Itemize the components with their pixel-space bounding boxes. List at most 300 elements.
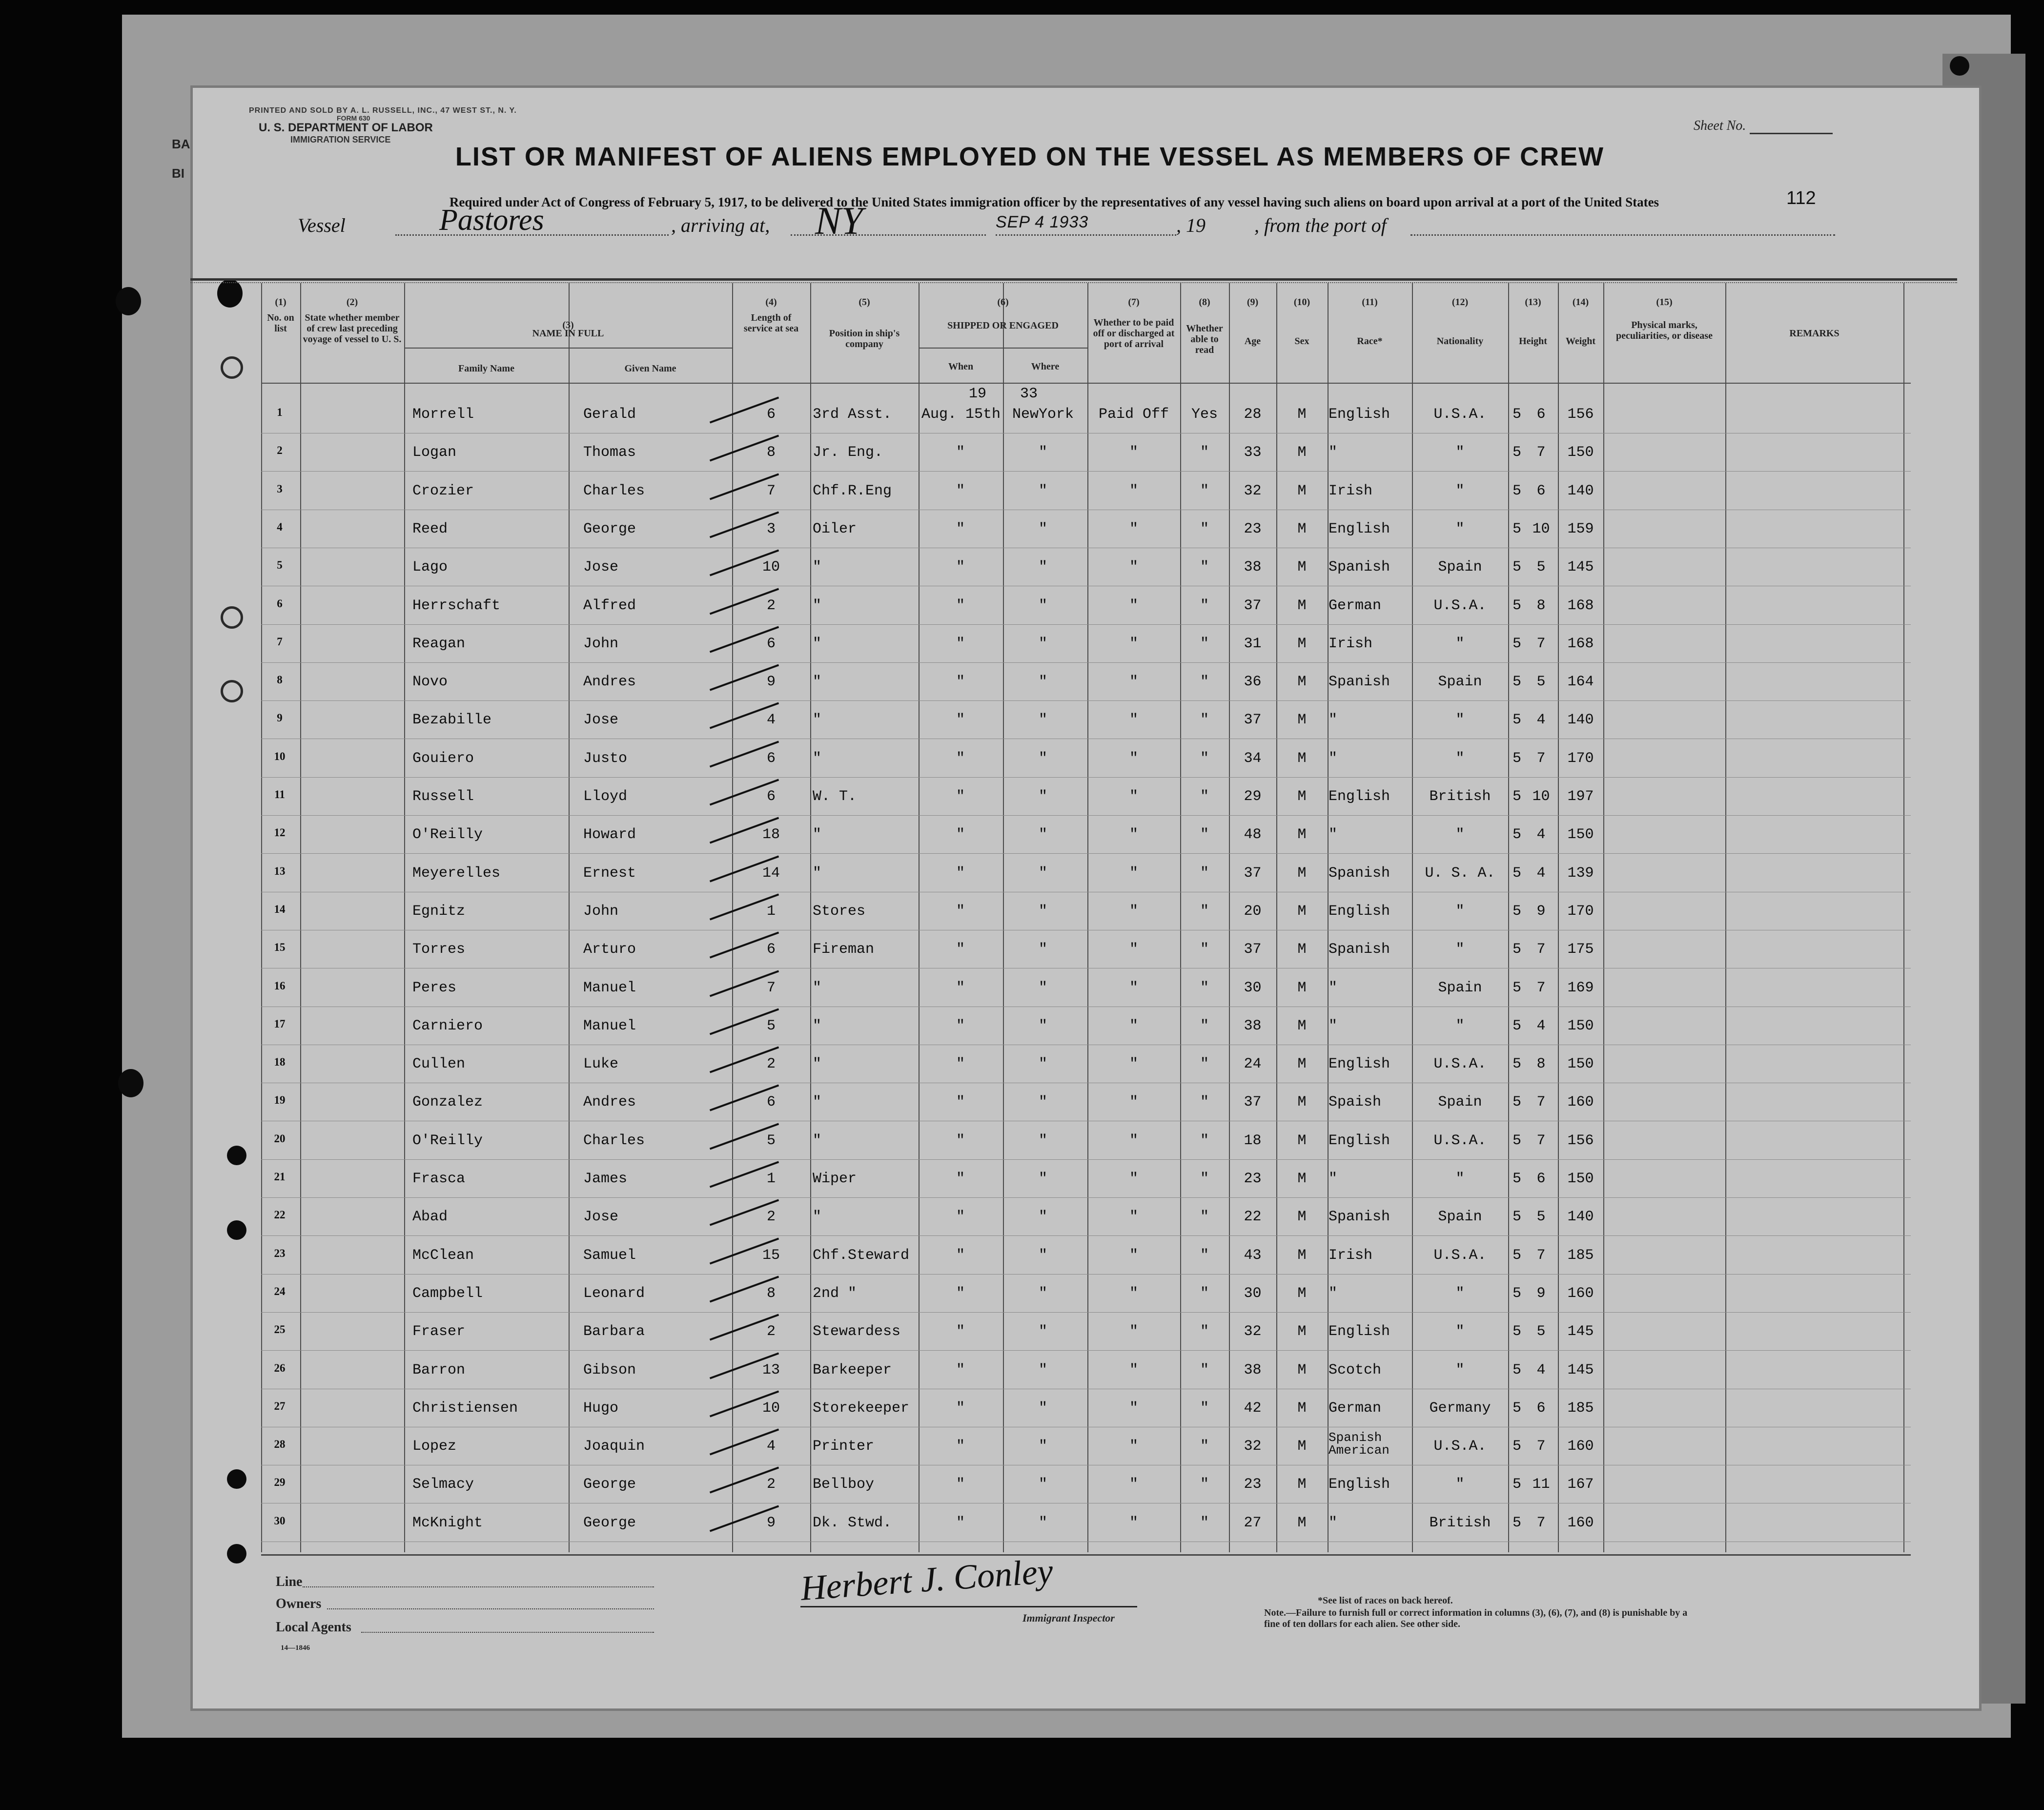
- cell-paid: ": [1129, 483, 1138, 499]
- cell-read: ": [1200, 865, 1209, 882]
- cell-in: 4: [1536, 1018, 1546, 1034]
- cell-sex: M: [1297, 1476, 1307, 1493]
- cell-nationality: Spain: [1438, 1094, 1482, 1111]
- cell-position: Barkeeper: [813, 1362, 892, 1378]
- cell-weight: 139: [1567, 865, 1594, 882]
- cell-where: ": [1038, 1438, 1047, 1455]
- cell-nationality: ": [1455, 826, 1465, 843]
- column-number: (15): [1656, 297, 1673, 308]
- cell-where: ": [1038, 636, 1047, 652]
- cell-age: 32: [1244, 1323, 1262, 1340]
- header-name-in-full: NAME IN FULL: [532, 328, 604, 339]
- cell-race: Spanish American: [1329, 1430, 1390, 1458]
- header-position: Position in ship's company: [829, 328, 900, 350]
- cell-when: ": [956, 1476, 965, 1493]
- table-row: [0, 1247, 2044, 1276]
- cell-ft: 5: [1512, 406, 1521, 423]
- cell-age: 34: [1244, 750, 1262, 767]
- cell-when: ": [956, 980, 965, 996]
- cell-nationality: ": [1455, 1018, 1465, 1034]
- cell-sex: M: [1297, 1056, 1307, 1072]
- cell-position: W. T.: [813, 788, 857, 805]
- cell-paid: ": [1129, 865, 1138, 882]
- cell-when: ": [956, 826, 965, 843]
- cell-family: Reagan: [412, 636, 466, 652]
- cell-where: ": [1038, 521, 1047, 537]
- cell-nationality: U.S.A.: [1433, 1056, 1487, 1072]
- date-field-line: [996, 234, 1176, 236]
- cell-position: Storekeeper: [813, 1400, 910, 1417]
- table-row: [0, 712, 2044, 741]
- cell-nationality: U.S.A.: [1433, 406, 1487, 423]
- cell-race: English: [1329, 903, 1390, 920]
- cell-weight: 150: [1567, 1018, 1594, 1034]
- cell-nationality: U.S.A.: [1433, 597, 1487, 614]
- cell-given: Samuel: [583, 1247, 636, 1264]
- cell-age: 32: [1244, 1438, 1262, 1455]
- cell-paid: ": [1129, 444, 1138, 461]
- table-row: [0, 865, 2044, 894]
- cell-weight: 145: [1567, 1362, 1594, 1378]
- cell-ft: 5: [1512, 483, 1521, 499]
- cell-nationality: Spain: [1438, 559, 1482, 576]
- cell-nationality: British: [1429, 788, 1491, 805]
- cell-age: 37: [1244, 1094, 1262, 1111]
- cell-given: Andres: [583, 674, 636, 690]
- cell-no: 27: [274, 1400, 286, 1412]
- cell-position: ": [813, 1094, 822, 1111]
- header-no-on-list: No. on list: [267, 312, 294, 334]
- table-row: [0, 903, 2044, 932]
- cell-no: 26: [274, 1362, 286, 1374]
- cell-in: 6: [1536, 406, 1546, 423]
- cell-sex: M: [1297, 712, 1307, 728]
- cell-age: 24: [1244, 1056, 1262, 1072]
- cell-no: 17: [274, 1018, 286, 1030]
- cell-ft: 5: [1512, 750, 1521, 767]
- cell-weight: 168: [1567, 597, 1594, 614]
- cell-no: 4: [277, 521, 283, 533]
- row-rule: [261, 777, 1911, 778]
- cell-read: ": [1200, 559, 1209, 576]
- cell-paid: ": [1129, 750, 1138, 767]
- cell-weight: 168: [1567, 636, 1594, 652]
- cell-weight: 140: [1567, 483, 1594, 499]
- service-name: IMMIGRATION SERVICE: [290, 135, 391, 144]
- cell-where: ": [1038, 1094, 1047, 1111]
- cell-given: Alfred: [583, 597, 636, 614]
- cell-where: ": [1038, 1209, 1047, 1225]
- cell-given: Hugo: [583, 1400, 619, 1417]
- cell-weight: 160: [1567, 1094, 1594, 1111]
- cell-ft: 5: [1512, 941, 1521, 958]
- cell-position: ": [813, 559, 822, 576]
- cell-given: Jose: [583, 712, 619, 728]
- cell-when: ": [956, 1323, 965, 1340]
- cell-family: Carniero: [412, 1018, 483, 1034]
- table-row: [0, 483, 2044, 512]
- cell-given: George: [583, 521, 636, 537]
- cell-race: Irish: [1329, 483, 1373, 499]
- cell-nationality: Spain: [1438, 1209, 1482, 1225]
- cell-age: 23: [1244, 1171, 1262, 1187]
- cell-paid: ": [1129, 1094, 1138, 1111]
- cell-no: 8: [277, 674, 283, 686]
- cell-given: James: [583, 1171, 628, 1187]
- header-sex: Sex: [1294, 336, 1309, 347]
- cell-in: 9: [1536, 1285, 1546, 1302]
- cell-paid: ": [1129, 1323, 1138, 1340]
- cell-race: German: [1329, 597, 1382, 614]
- cell-no: 3: [277, 483, 283, 495]
- cell-service: 10: [762, 559, 780, 576]
- cell-nationality: ": [1455, 903, 1465, 920]
- cell-paid: ": [1129, 1362, 1138, 1378]
- cell-weight: 164: [1567, 674, 1594, 690]
- table-bottom-rule: [261, 1554, 1911, 1556]
- cell-position: ": [813, 750, 822, 767]
- cell-given: Arturo: [583, 941, 636, 958]
- cell-weight: 159: [1567, 521, 1594, 537]
- cell-family: Logan: [412, 444, 457, 461]
- column-number: (3): [562, 320, 574, 330]
- cell-service: 6: [766, 750, 776, 767]
- penalty-note: Note.—Failure to furnish full or correct information in columns (3), (6), (7), and (8) is punishable by a fine of ten dollars for each alien. See other side.: [1264, 1607, 1688, 1629]
- cell-no: 20: [274, 1132, 286, 1145]
- cell-weight: 156: [1567, 406, 1594, 423]
- cell-service: 5: [766, 1132, 776, 1149]
- cell-age: 29: [1244, 788, 1262, 805]
- cell-family: Cullen: [412, 1056, 466, 1072]
- cell-no: 2: [277, 444, 283, 456]
- cell-ft: 5: [1512, 1400, 1521, 1417]
- cell-race: Spanish: [1329, 865, 1390, 882]
- cell-race: Scotch: [1329, 1362, 1382, 1378]
- cell-position: Dk. Stwd.: [813, 1515, 892, 1531]
- cell-nationality: Spain: [1438, 980, 1482, 996]
- cell-position: ": [813, 865, 822, 882]
- cell-position: ": [813, 980, 822, 996]
- cell-race: English: [1329, 521, 1390, 537]
- cell-position: 3rd Asst.: [813, 406, 892, 423]
- cell-when: ": [956, 1247, 965, 1264]
- cell-no: 18: [274, 1056, 286, 1068]
- cell-read: ": [1200, 674, 1209, 690]
- row-rule: [261, 1350, 1911, 1351]
- cell-position: ": [813, 712, 822, 728]
- page-title: LIST OR MANIFEST OF ALIENS EMPLOYED ON THE VESSEL AS MEMBERS OF CREW: [455, 142, 1605, 171]
- cell-age: 33: [1244, 444, 1262, 461]
- cell-sex: M: [1297, 559, 1307, 576]
- cell-weight: 140: [1567, 712, 1594, 728]
- cell-service: 2: [766, 1323, 776, 1340]
- cell-no: 1: [277, 406, 283, 418]
- table-row: [0, 1094, 2044, 1123]
- cell-no: 10: [274, 750, 286, 762]
- cell-ft: 5: [1512, 980, 1521, 996]
- column-number: (12): [1451, 297, 1469, 308]
- cell-where: ": [1038, 1018, 1047, 1034]
- cell-weight: 150: [1567, 826, 1594, 843]
- cell-read: ": [1200, 597, 1209, 614]
- cell-sex: M: [1297, 597, 1307, 614]
- cell-in: 5: [1536, 559, 1546, 576]
- cell-paid: ": [1129, 712, 1138, 728]
- cell-read: ": [1200, 903, 1209, 920]
- cell-paid: ": [1129, 674, 1138, 690]
- cell-sex: M: [1297, 444, 1307, 461]
- cell-read: ": [1200, 712, 1209, 728]
- cell-when: ": [956, 1171, 965, 1187]
- cell-in: 4: [1536, 865, 1546, 882]
- cell-in: 5: [1536, 1209, 1546, 1225]
- cell-family: Christiensen: [412, 1400, 518, 1417]
- cell-sex: M: [1297, 750, 1307, 767]
- cell-weight: 140: [1567, 1209, 1594, 1225]
- cell-where: ": [1038, 1476, 1047, 1493]
- cell-nationality: ": [1455, 1323, 1465, 1340]
- cell-sex: M: [1297, 1323, 1307, 1340]
- column-number: (9): [1247, 297, 1259, 308]
- cell-where: ": [1038, 559, 1047, 576]
- cell-race: Irish: [1329, 1247, 1373, 1264]
- cell-sex: M: [1297, 406, 1307, 423]
- side-mark: BA: [172, 137, 190, 151]
- cell-age: 38: [1244, 1018, 1262, 1034]
- cell-nationality: ": [1455, 1476, 1465, 1493]
- cell-family: Fraser: [412, 1323, 466, 1340]
- cell-ft: 5: [1512, 1209, 1521, 1225]
- cell-given: Luke: [583, 1056, 619, 1072]
- line-field: [303, 1586, 654, 1587]
- cell-age: 30: [1244, 980, 1262, 996]
- cell-no: 29: [274, 1476, 286, 1488]
- cell-paid: ": [1129, 1209, 1138, 1225]
- cell-paid: ": [1129, 597, 1138, 614]
- table-row: [0, 1515, 2044, 1544]
- cell-no: 28: [274, 1438, 286, 1450]
- cell-paid: ": [1129, 1438, 1138, 1455]
- agents-field: [361, 1632, 654, 1633]
- cell-nationality: U.S.A.: [1433, 1438, 1487, 1455]
- inspector-signature: Herbert J. Conley: [799, 1551, 1054, 1608]
- cell-paid: ": [1129, 1056, 1138, 1072]
- year-note-century: 19: [969, 386, 987, 402]
- cell-in: 7: [1536, 1515, 1546, 1531]
- cell-ft: 5: [1512, 1362, 1521, 1378]
- cell-weight: 175: [1567, 941, 1594, 958]
- cell-position: Oiler: [813, 521, 857, 537]
- header-when: When: [948, 361, 974, 372]
- cell-given: Leonard: [583, 1285, 645, 1302]
- cell-weight: 167: [1567, 1476, 1594, 1493]
- cell-no: 15: [274, 941, 286, 953]
- cell-family: Herrschaft: [412, 597, 501, 614]
- table-row: [0, 941, 2044, 970]
- arriving-label: , arriving at,: [671, 214, 770, 236]
- cell-nationality: British: [1429, 1515, 1491, 1531]
- row-rule: [261, 1235, 1911, 1236]
- cell-position: ": [813, 1132, 822, 1149]
- cell-family: Russell: [412, 788, 474, 805]
- cell-age: 37: [1244, 597, 1262, 614]
- cell-read: ": [1200, 826, 1209, 843]
- cell-position: Bellboy: [813, 1476, 875, 1493]
- cell-service: 7: [766, 980, 776, 996]
- table-row: [0, 406, 2044, 435]
- cell-service: 4: [766, 712, 776, 728]
- cell-position: Jr. Eng.: [813, 444, 883, 461]
- cell-sex: M: [1297, 1400, 1307, 1417]
- cell-no: 23: [274, 1247, 286, 1259]
- cell-ft: 5: [1512, 1476, 1521, 1493]
- cell-where: NewYork: [1012, 406, 1074, 423]
- cell-position: Chf.R.Eng: [813, 483, 892, 499]
- cell-given: Gibson: [583, 1362, 636, 1378]
- cell-read: ": [1200, 1171, 1209, 1187]
- row-rule: [261, 700, 1911, 701]
- cell-in: 7: [1536, 980, 1546, 996]
- column-number: (4): [765, 297, 777, 308]
- cell-family: Torres: [412, 941, 466, 958]
- cell-age: 23: [1244, 521, 1262, 537]
- cell-age: 20: [1244, 903, 1262, 920]
- cell-sex: M: [1297, 1438, 1307, 1455]
- cell-family: Selmacy: [412, 1476, 474, 1493]
- cell-service: 6: [766, 636, 776, 652]
- column-number: (11): [1362, 297, 1378, 308]
- row-rule: [261, 815, 1911, 816]
- cell-ft: 5: [1512, 597, 1521, 614]
- cell-no: 30: [274, 1515, 286, 1527]
- cell-family: Lopez: [412, 1438, 457, 1455]
- cell-position: Fireman: [813, 941, 875, 958]
- table-top-dotted-rule: [190, 282, 1957, 283]
- cell-sex: M: [1297, 1362, 1307, 1378]
- inspector-caption: Immigrant Inspector: [1022, 1612, 1115, 1624]
- cell-service: 13: [762, 1362, 780, 1378]
- cell-service: 1: [766, 1171, 776, 1187]
- cell-race: ": [1329, 1285, 1338, 1302]
- cell-service: 2: [766, 1056, 776, 1072]
- cell-weight: 197: [1567, 788, 1594, 805]
- header-remarks: REMARKS: [1789, 328, 1840, 339]
- cell-race: Spaish: [1329, 1094, 1382, 1111]
- cell-service: 3: [766, 521, 776, 537]
- sheet-number-label: Sheet No.: [1694, 118, 1746, 133]
- cell-family: O'Reilly: [412, 1132, 483, 1149]
- cell-in: 10: [1532, 788, 1550, 805]
- cell-nationality: U. S. A.: [1425, 865, 1495, 882]
- cell-ft: 5: [1512, 826, 1521, 843]
- cell-nationality: U.S.A.: [1433, 1247, 1487, 1264]
- header-where: Where: [1031, 361, 1060, 372]
- cell-read: ": [1200, 1323, 1209, 1340]
- cell-race: ": [1329, 1515, 1338, 1531]
- cell-in: 6: [1536, 483, 1546, 499]
- cell-sex: M: [1297, 903, 1307, 920]
- cell-family: Barron: [412, 1362, 466, 1378]
- cell-race: English: [1329, 788, 1390, 805]
- row-rule: [261, 1312, 1911, 1313]
- cell-given: John: [583, 903, 619, 920]
- cell-ft: 5: [1512, 1247, 1521, 1264]
- cell-family: Campbell: [412, 1285, 483, 1302]
- sheet-number-field: [1750, 133, 1833, 134]
- cell-nationality: ": [1455, 712, 1465, 728]
- column-number: (1): [275, 297, 286, 308]
- cell-read: ": [1200, 521, 1209, 537]
- form-number: FORM 630: [337, 114, 370, 122]
- cell-age: 18: [1244, 1132, 1262, 1149]
- cell-given: Joaquin: [583, 1438, 645, 1455]
- cell-age: 28: [1244, 406, 1262, 423]
- cell-age: 38: [1244, 1362, 1262, 1378]
- cell-paid: ": [1129, 521, 1138, 537]
- row-rule: [261, 1159, 1911, 1160]
- table-row: [0, 1018, 2044, 1047]
- cell-weight: 150: [1567, 444, 1594, 461]
- cell-nationality: ": [1455, 1362, 1465, 1378]
- cell-ft: 5: [1512, 559, 1521, 576]
- table-row: [0, 750, 2044, 780]
- cell-race: German: [1329, 1400, 1382, 1417]
- cell-where: ": [1038, 750, 1047, 767]
- sheet-number: 112: [1786, 188, 1816, 208]
- header-length-service: Length of service at sea: [743, 312, 799, 334]
- cell-given: Andres: [583, 1094, 636, 1111]
- cell-in: 4: [1536, 712, 1546, 728]
- column-number: (2): [346, 297, 358, 308]
- cell-given: John: [583, 636, 619, 652]
- cell-in: 7: [1536, 1247, 1546, 1264]
- column-number: (7): [1128, 297, 1140, 308]
- cell-sex: M: [1297, 1132, 1307, 1149]
- column-number: (5): [858, 297, 870, 308]
- shipped-subheader-rule: [919, 348, 1087, 349]
- cell-sex: M: [1297, 1171, 1307, 1187]
- cell-age: 37: [1244, 941, 1262, 958]
- cell-sex: M: [1297, 1018, 1307, 1034]
- cell-paid: ": [1129, 980, 1138, 996]
- cell-read: ": [1200, 636, 1209, 652]
- form-code: 14—1846: [281, 1644, 310, 1652]
- cell-in: 6: [1536, 1171, 1546, 1187]
- cell-when: ": [956, 865, 965, 882]
- cell-family: Gonzalez: [412, 1094, 483, 1111]
- cell-ft: 5: [1512, 1018, 1521, 1034]
- cell-given: Manuel: [583, 980, 636, 996]
- cell-given: Charles: [583, 1132, 645, 1149]
- cell-in: 5: [1536, 674, 1546, 690]
- cell-ft: 5: [1512, 1132, 1521, 1149]
- cell-given: George: [583, 1515, 636, 1531]
- table-row: [0, 1056, 2044, 1085]
- cell-where: ": [1038, 483, 1047, 499]
- cell-service: 18: [762, 826, 780, 843]
- cell-in: 6: [1536, 1400, 1546, 1417]
- cell-service: 9: [766, 1515, 776, 1531]
- row-rule: [261, 1274, 1911, 1275]
- cell-position: ": [813, 674, 822, 690]
- table-row: [0, 636, 2044, 665]
- cell-when: ": [956, 597, 965, 614]
- owners-field: [327, 1608, 654, 1609]
- cell-family: Frasca: [412, 1171, 466, 1187]
- cell-nationality: ": [1455, 1285, 1465, 1302]
- cell-read: ": [1200, 1132, 1209, 1149]
- cell-weight: 185: [1567, 1400, 1594, 1417]
